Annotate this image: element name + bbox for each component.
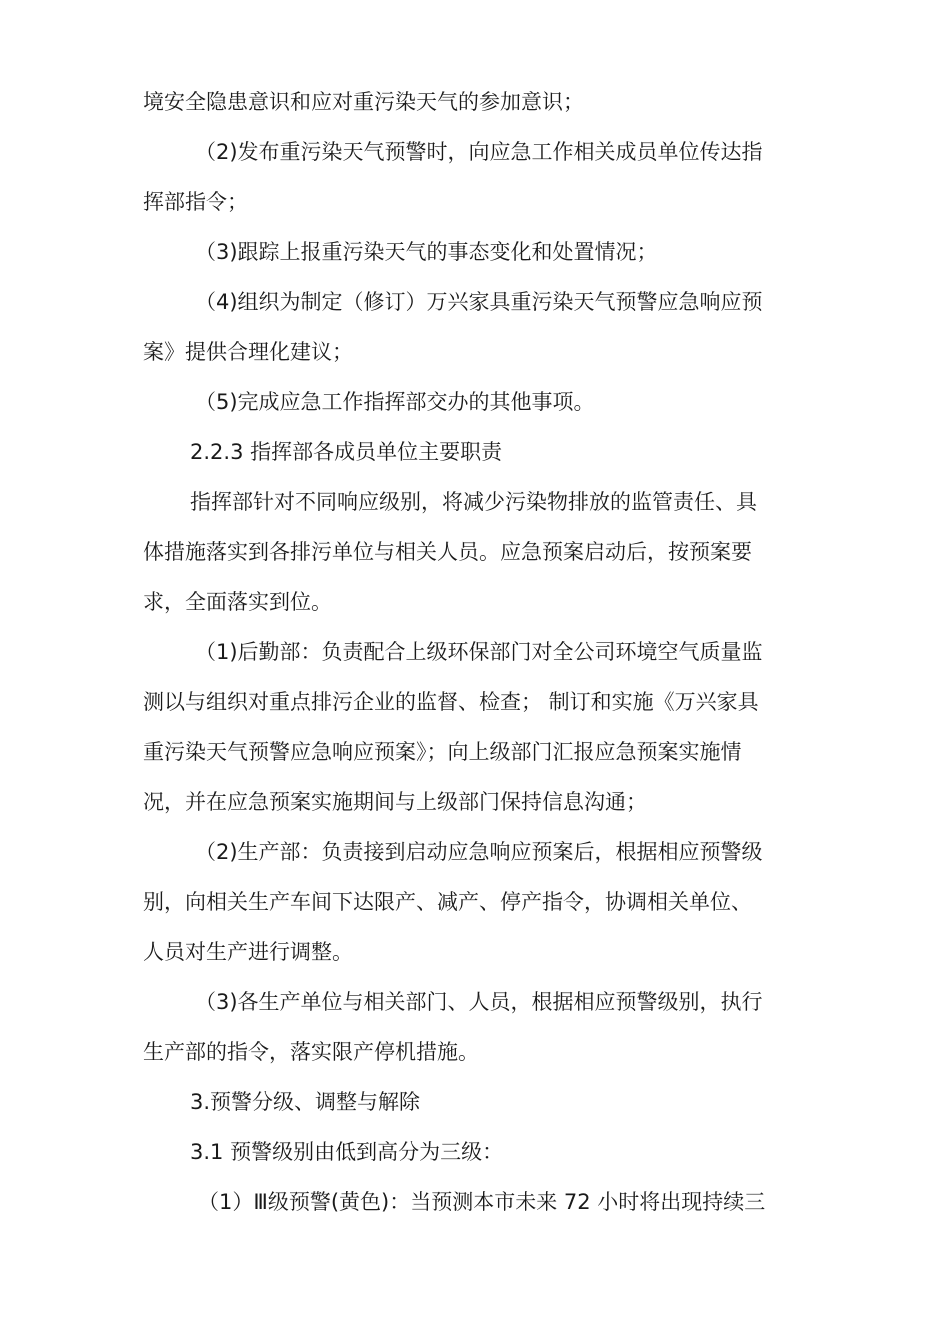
text-line: 求，全面落实到位。 (143, 590, 332, 614)
text-line: （3)各生产单位与相关部门、人员，根据相应预警级别，执行 (195, 990, 763, 1014)
text-line: 重污染天气预警应急响应预案》；向上级部门汇报应急预案实施情 (143, 740, 742, 764)
text-line: 况，并在应急预案实施期间与上级部门保持信息沟通； (143, 790, 647, 814)
text-line: （3)跟踪上报重污染天气的事态变化和处置情况； (195, 240, 658, 264)
section-heading: 3.预警分级、调整与解除 (190, 1090, 421, 1114)
text-line: 挥部指令； (143, 190, 248, 214)
text-line: （1）Ⅲ级预警(黄色)：当预测本市未来 72 小时将出现持续三 (198, 1190, 766, 1214)
section-heading: 3.1 预警级别由低到高分为三级： (190, 1140, 504, 1164)
text-line: 体措施落实到各排污单位与相关人员。应急预案启动后，按预案要 (143, 540, 752, 564)
text-line: （1)后勤部：负责配合上级环保部门对全公司环境空气质量监 (195, 640, 763, 664)
text-line: 人员对生产进行调整。 (143, 940, 353, 964)
text-line: （5)完成应急工作指挥部交办的其他事项。 (195, 390, 595, 414)
section-heading: 2.2.3 指挥部各成员单位主要职责 (190, 440, 503, 464)
text-line: （4)组织为制定（修订）万兴家具重污染天气预警应急响应预 (195, 290, 763, 314)
text-line: （2)发布重污染天气预警时，向应急工作相关成员单位传达指 (195, 140, 763, 164)
text-line: 境安全隐患意识和应对重污染天气的参加意识； (143, 90, 584, 114)
body-text (143, 81, 813, 1231)
text-line: 别，向相关生产车间下达限产、减产、停产指令，协调相关单位、 (143, 890, 752, 914)
text-line: （2)生产部：负责接到启动应急响应预案后，根据相应预警级 (195, 840, 763, 864)
text-line: 案》提供合理化建议； (143, 340, 353, 364)
text-line: 测以与组织对重点排污企业的监督、检查； 制订和实施《万兴家具 (143, 690, 759, 714)
text-line: 指挥部针对不同响应级别，将减少污染物排放的监管责任、具 (190, 490, 757, 514)
text-line: 生产部的指令，落实限产停机措施。 (143, 1040, 479, 1064)
